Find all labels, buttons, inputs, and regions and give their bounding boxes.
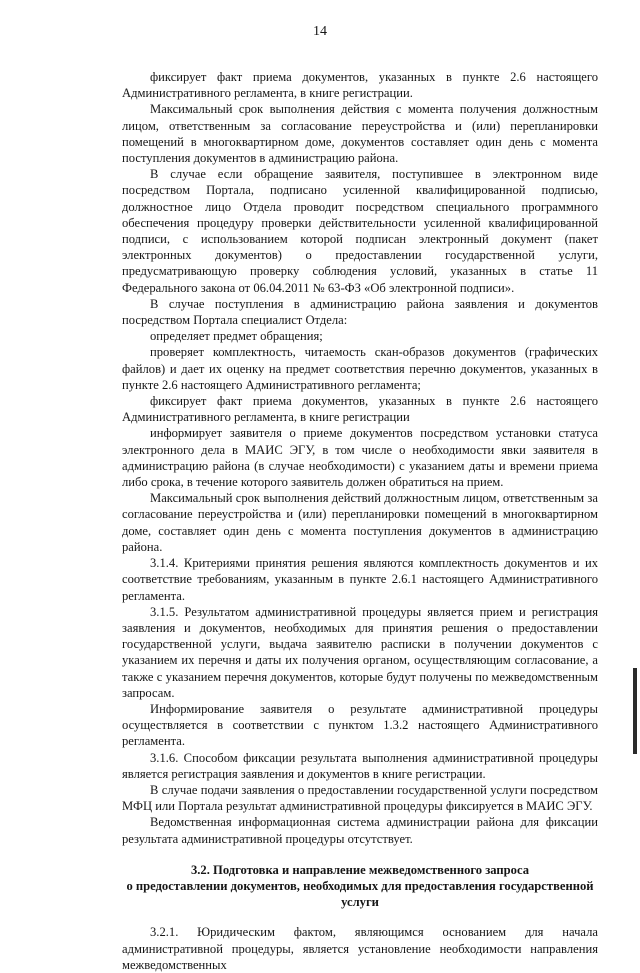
paragraph: определяет предмет обращения; [150, 329, 323, 344]
paragraph: 3.2.1. Юридическим фактом, являющимся основанием для начала административной процедуры, является установление необходимости направления межведомственных [122, 925, 598, 972]
paragraph: Максимальный срок выполнения действия с момента получения должностным лицом, ответственным за согласование переустройства и (или) перепланировки помещений в многоквартирном доме, документов составляет один день с момента поступления документов в администрацию района. [122, 102, 598, 166]
paragraph: В случае если обращение заявителя, поступившее в электронном виде посредством Портала, подписано усиленной квалифицированной подписью, должностное лицо Отдела проводит посредством специального программного обеспечения процедуру проверки действительности усиленной квалифицированной подписи, с использованием которой подписан электронный документ (пакет электронных документов) о предоставлении государственной услуги, предусматривающую проверку соблюдения условий, указанных в статье 11 Федерального закона от 06.04.2011 № 63-ФЗ «Об электронной подписи». [122, 167, 598, 295]
paragraph: проверяет комплектность, читаемость скан-образов документов (графических файлов) и дает их оценку на предмет соответствия перечню документов, указанных в пункте 2.6 настоящего Административного регламента; [122, 345, 598, 392]
paragraph: В случае поступления в администрацию района заявления и документов посредством Портала специалист Отдела: [122, 296, 598, 328]
document-body [122, 69, 598, 973]
paragraph: 3.1.6. Способом фиксации результата выполнения административной процедуры является регистрация заявления и документов в книге регистрации. [122, 750, 598, 781]
section-heading-line: о предоставлении документов, необходимых для предоставления государственной [126, 878, 594, 893]
paragraph: фиксирует факт приема документов, указанных в пункте 2.6 настоящего Административного регламента, в книге регистрации [122, 394, 598, 425]
paragraph: Информирование заявителя о результате административной процедуры осуществляется в соответствии с пунктом 1.3.2 настоящего Административного регламента. [122, 701, 598, 749]
paragraph: информирует заявителя о приеме документов посредством установки статуса электронного дела в МАИС ЭГУ, в том числе о необходимости явки заявителя в администрацию района (в случае необходимости) с указанием даты и времени приема либо срока, в течение которого заявитель должен обратиться на прием. [122, 426, 598, 490]
section-heading [122, 862, 598, 911]
paragraph: фиксирует факт приема документов, указанных в пункте 2.6 настоящего Административного регламента, в книге регистрации. [122, 70, 598, 101]
paragraph: 3.1.5. Результатом административной процедуры является прием и регистрация заявления и документов, необходимых для принятия решения о предоставлении государственной услуги, выдача заявителю расписки в получении документов с указанием их перечня и даты их получения органом, осуществляющим согласование, а также с указанием перечня документов, которые будут получены по межведомственным запросам. [122, 604, 598, 700]
paragraph: 3.1.4. Критериями принятия решения являются комплектность документов и их соответствие требованиям, указанным в пункте 2.6.1 настоящего Административного регламента. [122, 556, 598, 603]
paragraph: Максимальный срок выполнения действий должностным лицом, ответственным за согласование переустройства и (или) перепланировки помещений в многоквартирном доме, составляет один день с момента поступления документов в администрацию района. [122, 491, 598, 554]
scan-edge-mark [633, 668, 637, 754]
section-heading-line: 3.2. Подготовка и направление межведомственного запроса [190, 862, 530, 877]
section-heading-line: услуги [341, 895, 379, 910]
paragraph: Ведомственная информационная система администрации района для фиксации результата административной процедуры отсутствует. [122, 815, 598, 846]
paragraph: В случае подачи заявления о предоставлении государственной услуги посредством МФЦ или Портала результат административной процедуры фиксируется в МАИС ЭГУ. [122, 782, 598, 814]
page-number: 14 [313, 24, 327, 39]
